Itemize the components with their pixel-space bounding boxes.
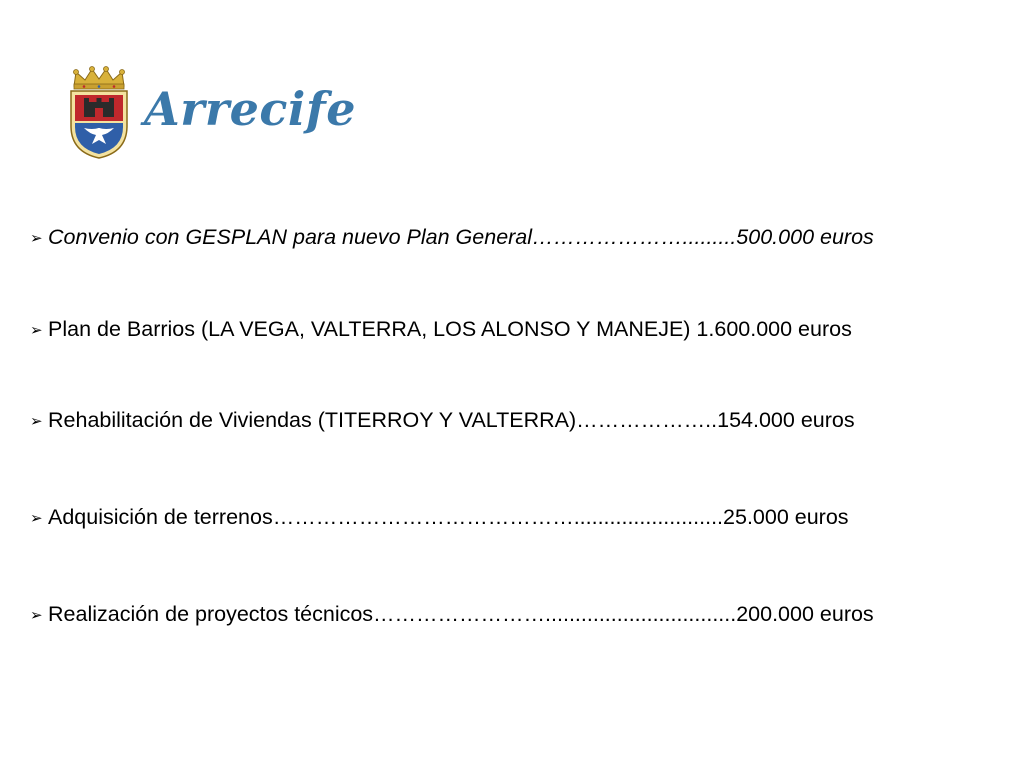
item-text: Plan de Barrios (LA VEGA, VALTERRA, LOS ALONSO Y MANEJE) 1.600.000 euros xyxy=(48,317,852,341)
arrow-bullet-icon: ➢ xyxy=(30,229,43,247)
item-text: Rehabilitación de Viviendas (TITERROY Y VALTERRA)………………..154.000 euros xyxy=(48,408,855,432)
item-text: Realización de proyectos técnicos……………………................................200.000 euros xyxy=(48,602,874,626)
arrow-bullet-icon: ➢ xyxy=(30,321,43,339)
bullet-list xyxy=(30,0,1020,768)
list-item xyxy=(30,224,874,251)
arrow-bullet-icon: ➢ xyxy=(30,412,43,430)
list-item xyxy=(30,504,849,531)
item-text: Adquisición de terrenos…………………………………….........................25.000 euros xyxy=(48,505,849,529)
arrow-bullet-icon: ➢ xyxy=(30,606,43,624)
list-item xyxy=(30,407,855,434)
list-item xyxy=(30,601,874,628)
item-text: Convenio con GESPLAN para nuevo Plan General………………….........500.000 euros xyxy=(48,225,874,249)
list-item xyxy=(30,316,852,343)
logo-wordmark: Arrecife xyxy=(144,82,356,136)
arrow-bullet-icon: ➢ xyxy=(30,509,43,527)
